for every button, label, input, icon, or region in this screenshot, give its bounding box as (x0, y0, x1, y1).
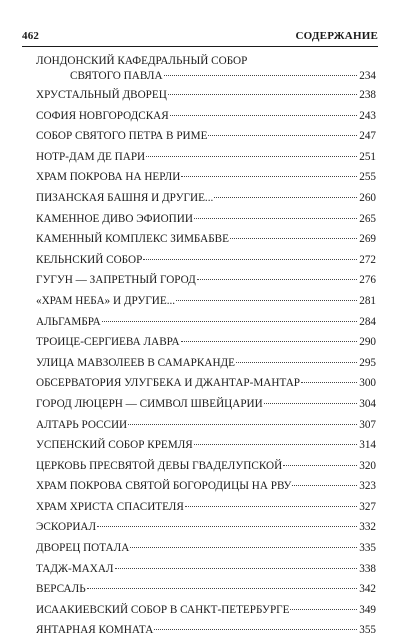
toc-entry-title: ТРОИЦЕ-СЕРГИЕВА ЛАВРА (36, 336, 180, 349)
header-rule (22, 46, 378, 47)
toc-entry-line (22, 150, 376, 165)
toc-entry-page: 281 (359, 294, 376, 307)
toc-entry-page: 251 (359, 150, 376, 163)
toc-entry-title: ЦЕРКОВЬ ПРЕСВЯТОЙ ДЕВЫ ГВАДЕЛУПСКОЙ (36, 459, 283, 472)
toc-entry-title: КАМЕННЫЙ КОМПЛЕКС ЗИМБАБВЕ (36, 233, 229, 246)
toc-entry-page: 355 (359, 624, 376, 637)
dot-leader (176, 300, 357, 301)
toc-entry-title: ИСААКИЕВСКИЙ СОБОР В САНКТ-ПЕТЕРБУРГЕ (36, 603, 290, 616)
toc-entry-title: ПИЗАНСКАЯ БАШНЯ И ДРУГИЕ... (36, 191, 214, 204)
toc-entry[interactable] (22, 54, 376, 88)
toc-entry-page: 272 (359, 253, 376, 266)
dot-leader (185, 506, 357, 507)
dot-leader (214, 197, 357, 198)
dot-leader (230, 238, 357, 239)
toc-entry-page: 335 (359, 542, 376, 555)
toc-entry-line (22, 315, 376, 330)
toc-entry-title: КЕЛЬНСКИЙ СОБОР (36, 253, 143, 266)
toc-entry-title-continued: СВЯТОГО ПАВЛА (70, 70, 163, 82)
toc-entry-title: УСПЕНСКИЙ СОБОР КРЕМЛЯ (36, 439, 193, 452)
toc-entry[interactable] (22, 129, 376, 150)
dot-leader (87, 588, 357, 589)
toc-entry[interactable] (22, 88, 376, 109)
toc-entry-title: СОФИЯ НОВГОРОДСКАЯ (36, 109, 169, 122)
toc-entry-title: ХРУСТАЛЬНЫЙ ДВОРЕЦ (36, 89, 167, 101)
toc-entry-page: 314 (359, 439, 376, 452)
dot-leader (97, 526, 357, 527)
toc-entry-line (22, 541, 376, 556)
dot-leader (154, 629, 357, 630)
toc-entry[interactable] (22, 541, 376, 562)
dot-leader (264, 403, 357, 404)
dot-leader (181, 341, 357, 342)
toc-entry-line (22, 129, 376, 144)
toc-entry-line (22, 438, 376, 453)
page-number: 462 (22, 30, 40, 42)
toc-entry-line (22, 109, 376, 124)
toc-entry-page: 265 (359, 212, 376, 225)
toc-entry-title: ХРАМ ПОКРОВА НА НЕРЛИ (36, 171, 181, 184)
toc-entry[interactable] (22, 438, 376, 459)
toc-entry-page: 290 (359, 336, 376, 349)
toc-entry[interactable] (22, 356, 376, 377)
toc-entry-page: 276 (359, 274, 376, 287)
dot-leader (170, 115, 357, 116)
toc-entry[interactable] (22, 582, 376, 603)
dot-leader (283, 465, 357, 466)
toc-entry-line (22, 562, 376, 577)
toc-entry-page: 307 (359, 418, 376, 431)
toc-entry-title: «ХРАМ НЕБА» И ДРУГИЕ... (36, 294, 176, 307)
toc-entry-title: ТАДЖ-МАХАЛ (36, 562, 114, 575)
toc-entry-line (22, 170, 376, 185)
toc-entry[interactable] (22, 273, 376, 294)
running-header (22, 30, 378, 42)
toc-entry-line (22, 479, 376, 494)
dot-leader (194, 218, 357, 219)
toc-entry[interactable] (22, 562, 376, 583)
toc-entry-page: 269 (359, 233, 376, 246)
toc-entry[interactable] (22, 623, 376, 644)
toc-entry[interactable] (22, 376, 376, 397)
toc-entry-line (22, 418, 376, 433)
toc-entry-page: 320 (359, 459, 376, 472)
dot-leader (164, 75, 357, 76)
toc-entry[interactable] (22, 191, 376, 212)
toc-entry-page: 238 (359, 89, 376, 101)
dot-leader (102, 321, 357, 322)
toc-entry-page: 338 (359, 562, 376, 575)
toc-entry-line (22, 69, 376, 84)
toc-entry[interactable] (22, 109, 376, 130)
toc-entry-page: 327 (359, 500, 376, 513)
toc-entry-page: 342 (359, 583, 376, 596)
toc-entry-title: НОТР-ДАМ ДЕ ПАРИ (36, 150, 146, 163)
toc-entry-line (22, 88, 376, 103)
toc-entry[interactable] (22, 294, 376, 315)
dot-leader (197, 279, 357, 280)
toc-entry[interactable] (22, 397, 376, 418)
dot-leader (181, 176, 357, 177)
toc-entry[interactable] (22, 459, 376, 480)
dot-leader (128, 424, 357, 425)
toc-entry[interactable] (22, 150, 376, 171)
toc-entry-title: КАМЕННОЕ ДИВО ЭФИОПИИ (36, 212, 193, 225)
dot-leader (130, 547, 357, 548)
toc-entry[interactable] (22, 315, 376, 336)
toc-entry-page: 323 (359, 480, 376, 493)
toc-entry-line (22, 356, 376, 371)
toc-list (22, 88, 376, 644)
dot-leader (301, 382, 357, 383)
toc-entry-line (22, 253, 376, 268)
toc-entry[interactable] (22, 335, 376, 356)
toc-entry-line (22, 582, 376, 597)
toc-entry-page: 300 (359, 377, 376, 390)
toc-entry[interactable] (22, 479, 376, 500)
toc-entry-title: ЯНТАРНАЯ КОМНАТА (36, 624, 154, 637)
toc-entry-line (22, 294, 376, 309)
toc-entry-title: ГОРОД ЛЮЦЕРН — СИМВОЛ ШВЕЙЦАРИИ (36, 397, 263, 410)
toc-entry-page: 260 (359, 191, 376, 204)
toc-entry-title: ОБСЕРВАТОРИЯ УЛУГБЕКА И ДЖАНТАР-МАНТАР (36, 377, 301, 390)
toc-entry-page: 332 (359, 521, 376, 534)
toc-entry-line (22, 191, 376, 206)
toc-entry-title: АЛЬГАМБРА (36, 315, 101, 328)
toc-entry-title: ЛОНДОНСКИЙ КАФЕДРАЛЬНЫЙ СОБОР (36, 55, 248, 67)
toc-entry-line (22, 54, 376, 69)
toc-entry-line (22, 212, 376, 227)
toc-entry-title: СОБОР СВЯТОГО ПЕТРА В РИМЕ (36, 130, 208, 143)
toc-entry-line (22, 397, 376, 412)
toc-entry[interactable] (22, 500, 376, 521)
toc-entry-line (22, 623, 376, 638)
toc-entry-page: 247 (359, 130, 376, 143)
toc-entry-line (22, 459, 376, 474)
toc-entry-title: ВЕРСАЛЬ (36, 583, 86, 596)
toc-entry[interactable] (22, 520, 376, 541)
dot-leader (143, 259, 357, 260)
toc-entry-line (22, 273, 376, 288)
toc-entry-title: АЛТАРЬ РОССИИ (36, 418, 128, 431)
toc-entry-page: 304 (359, 397, 376, 410)
toc-entry-title: ХРАМ ХРИСТА СПАСИТЕЛЯ (36, 500, 184, 513)
toc-entry[interactable] (22, 232, 376, 253)
toc-entry-line (22, 500, 376, 515)
dot-leader (208, 135, 357, 136)
table-of-contents (22, 54, 376, 644)
dot-leader (146, 156, 357, 157)
toc-entry-line (22, 520, 376, 535)
toc-entry-page: 255 (359, 171, 376, 184)
toc-entry-title: УЛИЦА МАВЗОЛЕЕВ В САМАРКАНДЕ (36, 356, 235, 369)
toc-entry[interactable] (22, 212, 376, 233)
toc-entry[interactable] (22, 603, 376, 624)
toc-entry-page: 349 (359, 603, 376, 616)
toc-entry-page: 243 (359, 109, 376, 122)
toc-entry-line (22, 603, 376, 618)
dot-leader (236, 362, 357, 363)
toc-entry-page: 295 (359, 356, 376, 369)
toc-entry-line (22, 376, 376, 391)
toc-entry-line (22, 335, 376, 350)
toc-entry-title: ДВОРЕЦ ПОТАЛА (36, 542, 130, 555)
dot-leader (292, 485, 357, 486)
toc-entry-title: ГУГУН — ЗАПРЕТНЫЙ ГОРОД (36, 274, 196, 287)
toc-entry-line (22, 232, 376, 247)
section-title: СОДЕРЖАНИЕ (295, 30, 378, 42)
toc-entry-title: ЭСКОРИАЛ (36, 521, 97, 534)
toc-entry[interactable] (22, 253, 376, 274)
toc-entry[interactable] (22, 418, 376, 439)
toc-entry-page: 234 (359, 70, 376, 82)
dot-leader (194, 444, 357, 445)
dot-leader (168, 94, 357, 95)
toc-entry[interactable] (22, 170, 376, 191)
toc-entry-title: ХРАМ ПОКРОВА СВЯТОЙ БОГОРОДИЦЫ НА РВУ (36, 480, 292, 493)
dot-leader (115, 568, 357, 569)
toc-entry-page: 284 (359, 315, 376, 328)
